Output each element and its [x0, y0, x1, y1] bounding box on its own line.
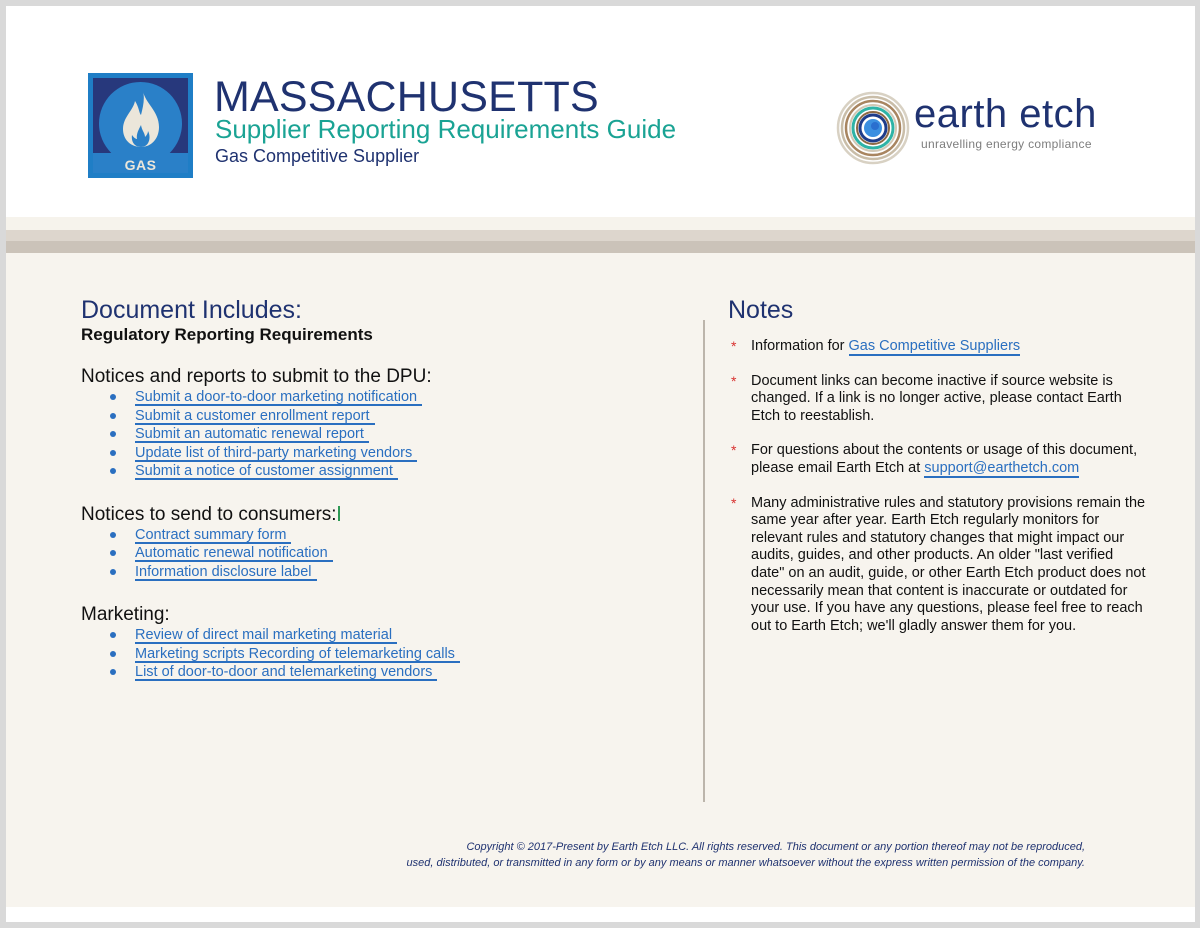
section-marketing	[81, 604, 681, 682]
bullet-icon	[110, 431, 116, 437]
header-band-cream	[6, 217, 1195, 230]
section-title: Marketing:	[81, 604, 170, 625]
section-dpu	[81, 366, 681, 481]
text-cursor-mark	[338, 506, 340, 521]
notes-column	[728, 296, 1148, 652]
note-item	[728, 495, 1148, 636]
link-customer-enrollment-report[interactable]: Submit a customer enrollment report	[135, 408, 375, 425]
supplier-type: Gas Competitive Supplier	[215, 146, 420, 166]
asterisk-icon: *	[731, 442, 737, 459]
bullet-icon	[110, 550, 116, 556]
state-title: MASSACHUSETTS	[214, 73, 599, 121]
list-item	[81, 407, 681, 426]
column-divider	[703, 320, 705, 802]
section-title-text: Notices to send to consumers:	[81, 503, 337, 525]
regulatory-subheading: Regulatory Reporting Requirements	[81, 325, 373, 344]
note-item	[728, 373, 1148, 426]
guide-title: Supplier Reporting Requirements Guide	[215, 114, 677, 144]
bullet-icon	[110, 450, 116, 456]
list-item	[81, 544, 681, 563]
document-includes-heading: Document Includes:	[81, 296, 302, 324]
bullet-icon	[110, 532, 116, 538]
list-item	[81, 645, 681, 664]
asterisk-icon: *	[731, 338, 737, 354]
copyright-line-1: Copyright © 2017-Present by Earth Etch LLC. All rights reserved. This document or any portion thereof may not be reproduced,	[466, 841, 1085, 853]
note-text: Many administrative rules and statutory provisions remain the same year after year. Earth Etch regularly monitors for relevant rules and statutory changes that might impact our audits, guides, and other products. An older "last verified date" on an audit, guide, or other Earth Etch product does not necessarily mean that content is inaccurate or outdated for your use. If you have any questions, please feel free to reach out to Earth Etch; we'll gladly answer them for you.	[751, 494, 1146, 634]
section-consumers	[81, 504, 681, 582]
document-includes-column	[81, 296, 681, 682]
note-text: Document links can become inactive if source website is changed. If a link is no longer active, please contact Earth Etch to reestablish.	[751, 372, 1122, 424]
gas-logo	[88, 73, 193, 178]
asterisk-icon: *	[731, 372, 737, 389]
header-band-dark	[6, 241, 1195, 253]
note-text: Information for	[751, 338, 849, 354]
list-item	[81, 388, 681, 407]
spiral-logo-icon	[835, 90, 911, 166]
section-title: Notices and reports to submit to the DPU:	[81, 366, 432, 387]
list-item	[81, 663, 681, 682]
note-text: For questions about the contents or usage of this document, please email Earth Etch at	[751, 442, 1138, 476]
link-direct-mail-review[interactable]: Review of direct mail marketing material	[135, 627, 397, 644]
bullet-icon	[110, 394, 116, 400]
notes-heading: Notes	[728, 296, 794, 324]
copyright-line-2: used, distributed, or transmitted in any form or by any means or manner whatsoever without the express written permission of the company.	[406, 856, 1085, 869]
note-item	[728, 442, 1148, 477]
link-contract-summary-form[interactable]: Contract summary form	[135, 527, 291, 544]
list-item	[81, 462, 681, 481]
brand-name: earth etch	[914, 92, 1097, 136]
link-gas-competitive-suppliers[interactable]: Gas Competitive Suppliers	[848, 338, 1021, 354]
link-support-email[interactable]: support@earthetch.com	[924, 459, 1080, 476]
bullet-icon	[110, 569, 116, 575]
link-information-disclosure-label[interactable]: Information disclosure label	[135, 564, 317, 581]
list-item	[81, 444, 681, 463]
link-automatic-renewal-notification[interactable]: Automatic renewal notification	[135, 545, 333, 562]
list-item	[81, 563, 681, 582]
link-third-party-vendors[interactable]: Update list of third-party marketing vendors	[135, 445, 417, 462]
list-item	[81, 526, 681, 545]
bullet-icon	[110, 632, 116, 638]
brand-tagline: unravelling energy compliance	[921, 137, 1092, 151]
link-door-to-door-notification[interactable]: Submit a door-to-door marketing notification	[135, 389, 422, 406]
flame-icon	[121, 89, 161, 149]
copyright-notice	[330, 840, 1085, 871]
section-title	[81, 504, 681, 526]
bullet-icon	[110, 669, 116, 675]
gas-logo-label: GAS	[124, 157, 157, 173]
list-item	[81, 425, 681, 444]
link-marketing-scripts[interactable]: Marketing scripts Recording of telemarketing calls	[135, 646, 460, 663]
link-customer-assignment[interactable]: Submit a notice of customer assignment	[135, 463, 398, 480]
header-band-light	[6, 230, 1195, 241]
header	[6, 6, 1195, 217]
list-item	[81, 626, 681, 645]
link-automatic-renewal-report[interactable]: Submit an automatic renewal report	[135, 426, 369, 443]
link-vendor-list[interactable]: List of door-to-door and telemarketing vendors	[135, 664, 437, 681]
bullet-icon	[110, 651, 116, 657]
bullet-icon	[110, 413, 116, 419]
note-item	[728, 338, 1148, 356]
asterisk-icon: *	[731, 494, 737, 511]
bullet-icon	[110, 468, 116, 474]
